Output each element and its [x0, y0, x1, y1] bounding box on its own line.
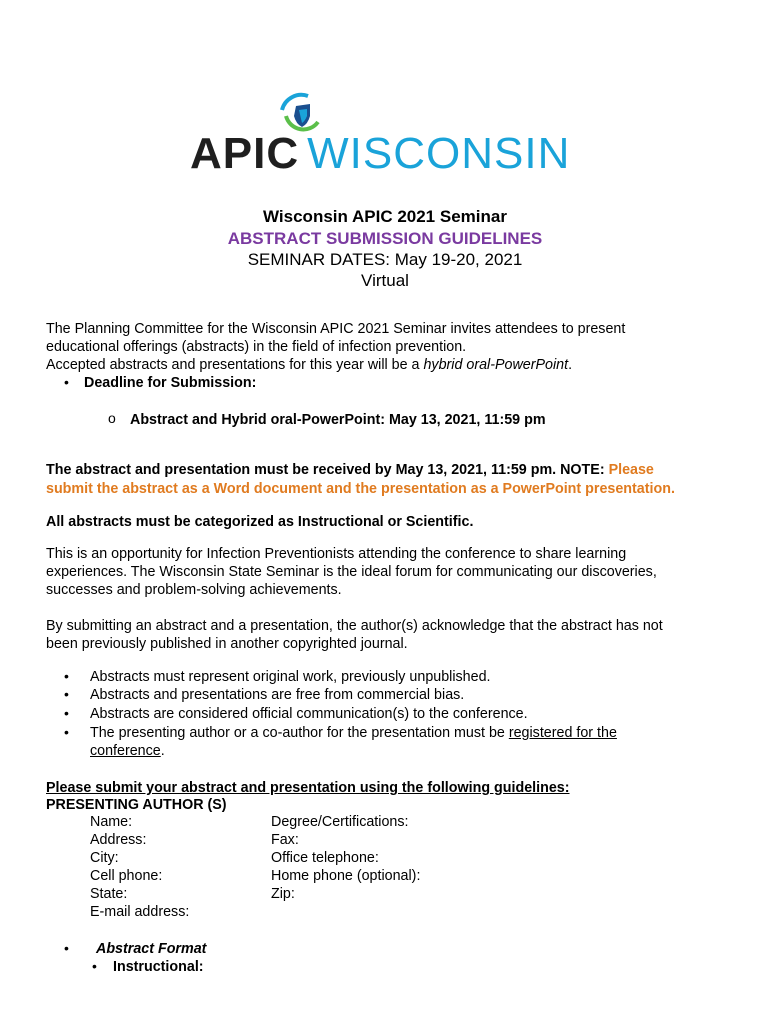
- author-heading: PRESENTING AUTHOR (S): [46, 797, 227, 813]
- intro-line-3-end: .: [568, 357, 573, 373]
- bullet-icon: •: [64, 668, 69, 684]
- circle-bullet-icon: o: [108, 410, 116, 426]
- categorized-notice: All abstracts must be categorized as Instructional or Scientific.: [46, 514, 474, 530]
- notice-bold-text: The abstract and presentation must be received by May 13, 2021, 11:59 pm. NOTE:: [46, 462, 609, 478]
- acknowledge-line-1: By submitting an abstract and a presentation, the author(s) acknowledge that the abstract has not: [46, 618, 663, 634]
- registration-link-cont[interactable]: conference: [90, 743, 161, 759]
- acknowledge-line-2: been previously published in another copyrighted journal.: [46, 636, 408, 652]
- field-email: E-mail address:: [90, 904, 190, 920]
- notice-orange-text-1: Please: [608, 462, 654, 478]
- intro-line-2: educational offerings (abstracts) in the field of infection prevention.: [46, 339, 467, 355]
- seminar-format: Virtual: [361, 271, 409, 290]
- deadline-item: Abstract and Hybrid oral-PowerPoint: May 13, 2021, 11:59 pm: [130, 412, 546, 428]
- intro-line-3: [46, 356, 572, 374]
- field-state: State:: [90, 886, 128, 902]
- opportunity-line-1: This is an opportunity for Infection Preventionists attending the conference to share learning: [46, 546, 627, 562]
- rule-2: Abstracts and presentations are free from commercial bias.: [90, 687, 465, 703]
- bullet-icon: •: [64, 724, 69, 740]
- instructional-label: Instructional:: [113, 959, 204, 975]
- bullet-icon: •: [64, 705, 69, 721]
- bullet-icon: •: [64, 686, 69, 702]
- rule-4-line-1: [90, 724, 617, 742]
- rule-4-line-2: [90, 742, 165, 760]
- abstract-format-label: Abstract Format: [96, 941, 207, 957]
- field-fax: Fax:: [271, 832, 299, 848]
- rule-1: Abstracts must represent original work, previously unpublished.: [90, 669, 491, 685]
- field-office-phone: Office telephone:: [271, 850, 379, 866]
- apic-wisconsin-logo: [190, 92, 580, 178]
- bullet-icon: •: [92, 958, 97, 974]
- field-degree: Degree/Certifications:: [271, 814, 409, 830]
- field-cell-phone: Cell phone:: [90, 868, 163, 884]
- rule-4-text: The presenting author or a co-author for the presentation must be: [90, 725, 509, 741]
- field-zip: Zip:: [271, 886, 295, 902]
- seminar-dates: SEMINAR DATES: May 19-20, 2021: [247, 250, 523, 269]
- field-city: City:: [90, 850, 119, 866]
- notice-line-1: [46, 461, 654, 479]
- bullet-icon: •: [64, 374, 69, 390]
- field-name: Name:: [90, 814, 133, 830]
- opportunity-line-3: successes and problem-solving achievements.: [46, 582, 342, 598]
- bullet-icon: •: [64, 940, 69, 956]
- opportunity-line-2: experiences. The Wisconsin State Seminar is the ideal forum for communicating our discoveries,: [46, 564, 657, 580]
- logo-apic-text: APIC: [190, 129, 300, 178]
- registration-link[interactable]: registered for the: [508, 725, 617, 741]
- logo-state-text: WISCONSIN: [307, 129, 571, 178]
- rule-3: Abstracts are considered official communication(s) to the conference.: [90, 706, 528, 722]
- rule-4-end: .: [160, 743, 165, 759]
- intro-line-1: The Planning Committee for the Wisconsin APIC 2021 Seminar invites attendees to present: [46, 321, 626, 337]
- intro-line-3-text: Accepted abstracts and presentations for this year will be a: [46, 357, 424, 373]
- hybrid-format-text: hybrid oral-PowerPoint: [423, 357, 569, 373]
- notice-line-2: submit the abstract as a Word document and the presentation as a PowerPoint presentation.: [46, 481, 675, 497]
- doc-subtitle: ABSTRACT SUBMISSION GUIDELINES: [227, 229, 543, 248]
- guidelines-heading: Please submit your abstract and presentation using the following guidelines:: [46, 780, 570, 796]
- field-home-phone: Home phone (optional):: [271, 868, 421, 884]
- field-address: Address:: [90, 832, 147, 848]
- deadline-label: Deadline for Submission:: [84, 375, 257, 391]
- doc-title: Wisconsin APIC 2021 Seminar: [263, 207, 507, 226]
